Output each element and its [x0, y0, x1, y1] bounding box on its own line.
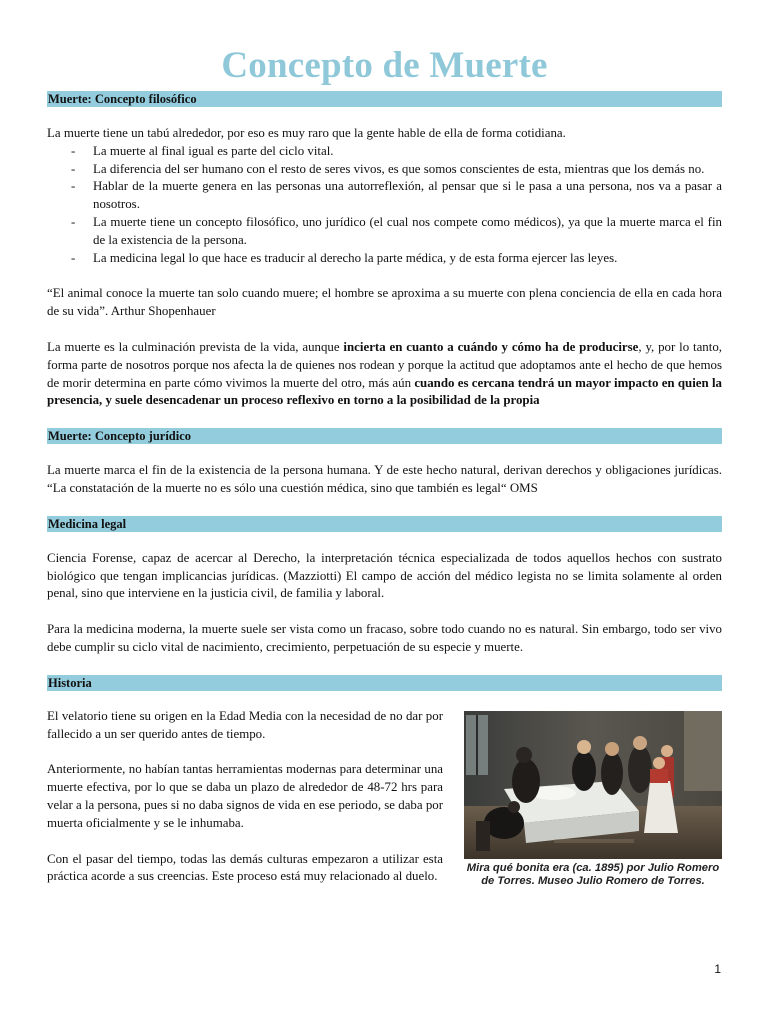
list-item: - Hablar de la muerte genera en las personas una autorreflexión, al pensar que si le pasa a una persona, nos va a pasar a nosotros. — [93, 178, 722, 214]
page-title: Concepto de Muerte — [221, 45, 548, 86]
list-item: - La medicina legal lo que hace es traducir al derecho la parte médica, y de esta forma ejercer las leyes. — [93, 250, 722, 268]
section-heading-historia: Historia — [47, 675, 722, 691]
historia-paragraph-1: El velatorio tiene su origen en la Edad Media con la necesidad de no dar por fallecido a un ser querido antes de tiempo. — [47, 708, 443, 741]
text-run: La muerte es la culminación prevista de la vida, aunque — [47, 339, 344, 354]
bold-text-run: incierta en cuanto a cuándo y cómo ha de producirse — [343, 339, 639, 354]
painting-caption: Mira qué bonita era (ca. 1895) por Julio Romero de Torres. Museo Julio Romero de Torres. — [466, 861, 720, 887]
section-heading-medicina-legal: Medicina legal — [47, 516, 722, 532]
section-heading-juridico: Muerte: Concepto jurídico — [47, 428, 722, 444]
list-item: - La muerte tiene un concepto filosófico, uno jurídico (el cual nos compete como médicos), ya que la muerte marca el fin de la existencia de la persona. — [93, 214, 722, 250]
text-run: , y, por lo tanto, forma parte de nosotros porque nos afecta la de quienes nos rodean y porque la actitud que adoptamos ante el hecho de que hemos de morir determina en parte cómo vivimos la muerte del otro, más aún — [47, 339, 722, 390]
juridico-paragraph: La muerte marca el fin de la existencia de la persona humana. Y de este hecho natural, derivan derechos y obligaciones jurídicas. “La constatación de la muerte no es sólo una cuestión médica, sino que también es legal“ OMS — [47, 463, 722, 495]
section-heading-filosofico: Muerte: Concepto filosófico — [47, 91, 722, 107]
page-number: 1 — [714, 962, 721, 976]
shopenhauer-quote: “El animal conoce la muerte tan solo cuando muere; el hombre se aproxima a su muerte con plena conciencia de ella en cada hora de su vida”. Arthur Shopenhauer — [47, 286, 722, 319]
filosofico-paragraph — [47, 339, 722, 410]
medicina-paragraph-2: Para la medicina moderna, la muerte suele ser vista como un fracaso, sobre todo cuando no es natural. Sin embargo, todo ser vivo debe cumplir su ciclo vital de nacimiento, crecimiento, perpetuación de su especie y muerte. — [47, 622, 722, 654]
filosofico-bullet-list — [47, 143, 722, 268]
historia-content — [47, 708, 722, 888]
painting-image — [464, 711, 722, 859]
historia-text-column — [47, 708, 443, 886]
historia-paragraph-3: Con el pasar del tiempo, todas las demás culturas empezaron a utilizar esta práctica acorde a sus creencias. Este proceso está muy relacionado al duelo. — [47, 851, 443, 884]
document-page — [47, 0, 722, 888]
bold-text-run: cuando es cercana tendrá un mayor impacto en quien la presencia, y suele desencadenar un proceso reflexivo en torno a la posibilidad de la propia — [47, 375, 722, 408]
historia-paragraph-2: Anteriormente, no habían tantas herramientas modernas para determinar una muerte efectiva, por lo que se daba un plazo de alrededor de 48-72 hrs para velar a la persona, pues si no daba signos de vida en ese periodo, se daba por muerta oficialmente y se le inhumaba. — [47, 762, 443, 830]
list-item: - La diferencia del ser humano con el resto de seres vivos, es que somos conscientes de esta, mientras que los demás no. — [93, 161, 722, 179]
list-item: - La muerte al final igual es parte del ciclo vital. — [93, 143, 722, 161]
filosofico-intro: La muerte tiene un tabú alrededor, por eso es muy raro que la gente hable de ella de forma cotidiana. — [47, 126, 566, 140]
painting-figure — [464, 711, 722, 888]
medicina-paragraph-1: Ciencia Forense, capaz de acercar al Derecho, la interpretación técnica especializada de todos aquellos hechos con sustrato biológico que tengan implicancias jurídicas. (Mazziotti) El campo de acción del médico legista no se limita solamente al orden penal, sino que interviene en la justicia civil, de familia y laboral. — [47, 550, 722, 601]
